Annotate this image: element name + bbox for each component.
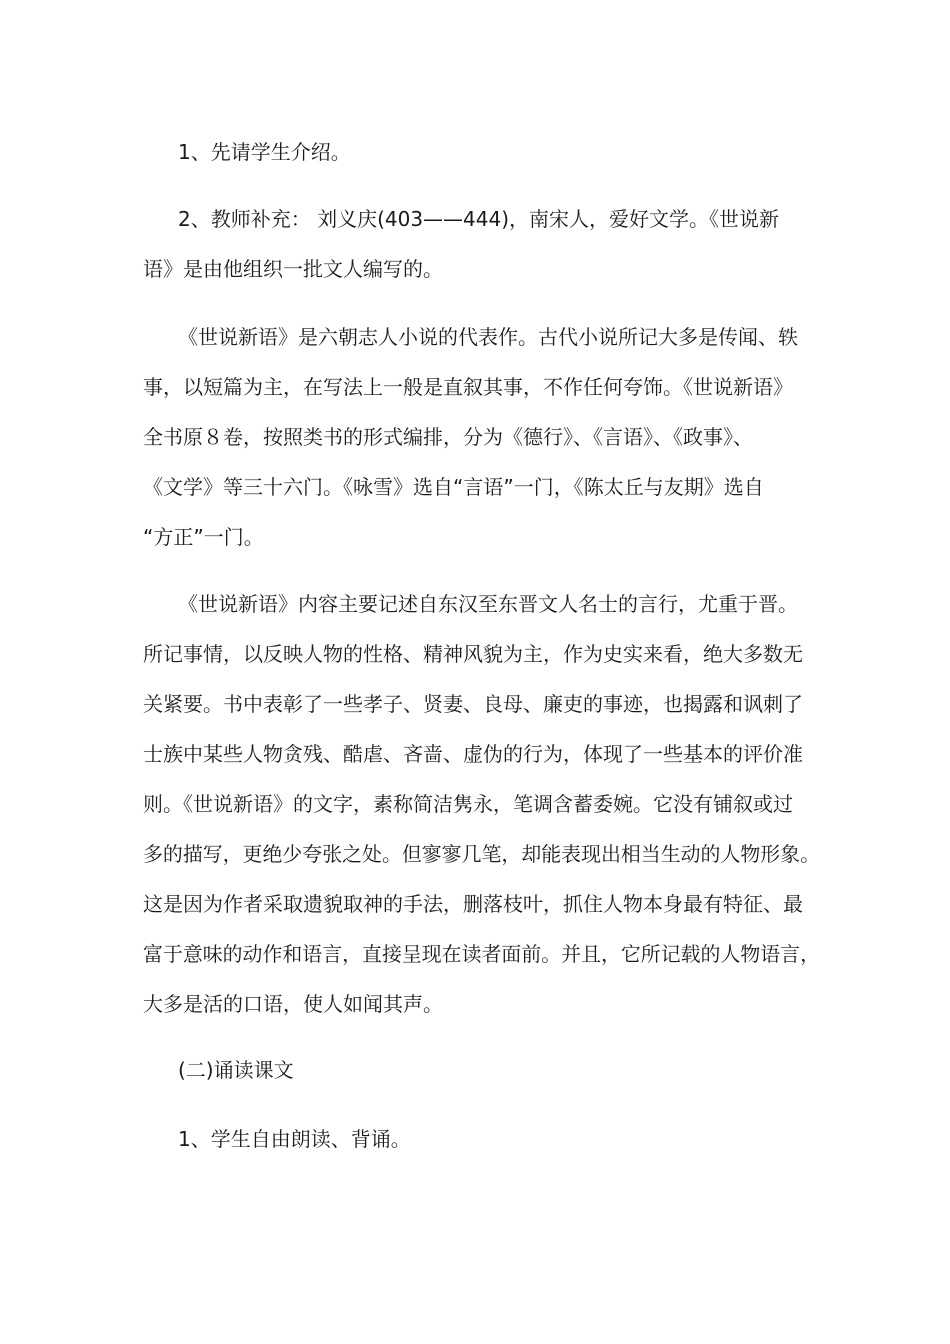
paragraph-content-line-6: 多的描写，更绝少夸张之处。但寥寥几笔，却能表现出相当生动的人物形象。 [143, 842, 821, 866]
paragraph-content-line-5: 则。《世说新语》的文字，素称简洁隽永，笔调含蓄委婉。它没有铺叙或过 [143, 792, 793, 816]
paragraph-content-line-3: 关紧要。书中表彰了一些孝子、贤妻、良母、廉吏的事迹，也揭露和讽刺了 [143, 692, 803, 716]
paragraph-book-intro-line-3: 全书原８卷，按照类书的形式编排，分为《德行》、《言语》、《政事》、 [143, 425, 753, 449]
paragraph-book-intro-line-2: 事，以短篇为主，在写法上一般是直叙其事，不作任何夸饰。《世说新语》 [143, 375, 793, 399]
paragraph-teacher-supplement-line-2: 语》是由他组织一批文人编写的。 [143, 257, 443, 281]
section-heading-recite: (二)诵读课文 [178, 1058, 294, 1082]
paragraph-content-line-9: 大多是活的口语，使人如闻其声。 [143, 992, 443, 1016]
paragraph-intro-step-1: 1、先请学生介绍。 [178, 140, 351, 164]
paragraph-content-line-2: 所记事情，以反映人物的性格、精神风貌为主，作为史实来看，绝大多数无 [143, 642, 803, 666]
paragraph-content-line-8: 富于意味的动作和语言，直接呈现在读者面前。并且，它所记载的人物语言， [143, 942, 821, 966]
paragraph-book-intro-line-1: 《世说新语》是六朝志人小说的代表作。古代小说所记大多是传闻、轶 [178, 325, 798, 349]
paragraph-recite-step-1: 1、学生自由朗读、背诵。 [178, 1127, 411, 1151]
paragraph-teacher-supplement-line-1: 2、教师补充： 刘义庆(403——444)，南宋人，爱好文学。《世说新 [178, 207, 780, 231]
paragraph-book-intro-line-4: 《文学》等三十六门。《咏雪》选自“言语”一门，《陈太丘与友期》选自 [143, 475, 764, 499]
paragraph-content-line-1: 《世说新语》内容主要记述自东汉至东晋文人名士的言行，尤重于晋。 [178, 592, 798, 616]
paragraph-content-line-4: 士族中某些人物贪残、酷虐、吝啬、虚伪的行为，体现了一些基本的评价准 [143, 742, 803, 766]
paragraph-book-intro-line-5: “方正”一门。 [143, 525, 264, 549]
paragraph-content-line-7: 这是因为作者采取遗貌取神的手法，删落枝叶，抓住人物本身最有特征、最 [143, 892, 803, 916]
